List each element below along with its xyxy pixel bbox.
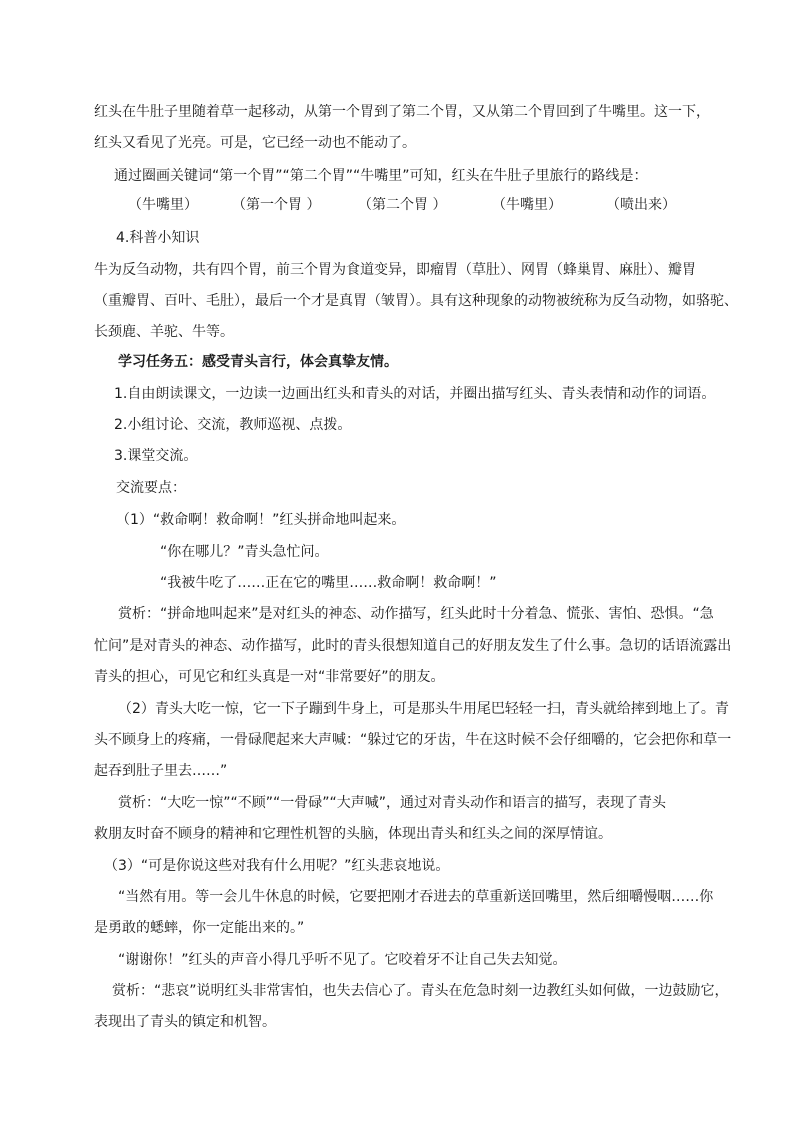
task-heading: 学习任务五：感受青头言行，体会真挚友情。 bbox=[118, 354, 398, 370]
quote-line: 是勇敢的蟋蟀，你一定能出来的。” bbox=[94, 920, 305, 936]
quote-line: （3）“可是你说这些对我有什么用呢？”红头悲哀地说。 bbox=[104, 858, 450, 874]
paragraph-line: 牛为反刍动物，共有四个胃，前三个胃为食道变异，即瘤胃（草肚）、网胃（蜂巢胃、麻肚）、瓣胃 bbox=[94, 262, 696, 278]
quote-line: 起吞到肚子里去……” bbox=[94, 763, 228, 779]
step-item: 3.课堂交流。 bbox=[114, 448, 198, 464]
quote-line: “我被牛吃了……正在它的嘴里……救命啊！救命啊！” bbox=[160, 575, 497, 591]
route-step: （牛嘴里） bbox=[492, 197, 562, 213]
analysis-line: 青头的担心，可见它和红头真是一对“非常要好”的朋友。 bbox=[94, 669, 445, 685]
section-heading: 4.科普小知识 bbox=[116, 230, 200, 246]
quote-line: （1）“救命啊！救命啊！”红头拼命地叫起来。 bbox=[116, 512, 406, 528]
quote-line: “你在哪儿？”青头急忙问。 bbox=[160, 544, 329, 560]
analysis-line: 赏析：“悲哀”说明红头非常害怕，也失去信心了。青头在危急时刻一边教红头如何做，一边鼓励它， bbox=[112, 983, 729, 999]
step-item: 2.小组讨论、交流，教师巡视、点拨。 bbox=[114, 417, 352, 433]
analysis-line: 表现出了青头的镇定和机智。 bbox=[94, 1014, 276, 1030]
paragraph-line: 红头又看见了光亮。可是，它已经一动也不能动了。 bbox=[94, 135, 416, 151]
paragraph-line: 通过圈画关键词“第一个胃”“第二个胃”“牛嘴里”可知，红头在牛肚子里旅行的路线是： bbox=[114, 168, 648, 184]
quote-line: 头不顾身上的疼痛，一骨碌爬起来大声喊：“躲过它的牙齿，牛在这时候不会仔细嚼的，它会把你和草一 bbox=[94, 732, 732, 748]
quote-line: （2）青头大吃一惊，它一下子蹦到牛身上，可是那头牛用尾巴轻轻一扫，青头就给摔到地上了。青 bbox=[118, 701, 729, 717]
quote-line: “当然有用。等一会儿牛休息的时候，它要把刚才吞进去的草重新送回嘴里，然后细嚼慢咽……你 bbox=[118, 889, 714, 905]
paragraph-line: 长颈鹿、羊驼、牛等。 bbox=[94, 324, 234, 340]
route-step: （牛嘴里） bbox=[128, 197, 198, 213]
paragraph-line: （重瓣胃、百叶、毛肚），最后一个才是真胃（皱胃）。具有这种现象的动物被统称为反刍动物，如骆驼、 bbox=[94, 293, 738, 309]
route-step: （喷出来） bbox=[606, 197, 676, 213]
analysis-line: 赏析：“拼命地叫起来”是对红头的神态、动作描写，红头此时十分着急、慌张、害怕、恐惧。“急 bbox=[118, 606, 714, 622]
quote-line: “谢谢你！”红头的声音小得几乎听不见了。它咬着牙不让自己失去知觉。 bbox=[118, 952, 567, 968]
analysis-line: 忙问”是对青头的神态、动作描写，此时的青头很想知道自己的好朋友发生了什么事。急切的话语流露出 bbox=[94, 638, 732, 654]
step-item: 1.自由朗读课文，一边读一边画出红头和青头的对话，并圈出描写红头、青头表情和动作的词语。 bbox=[114, 386, 716, 402]
points-label: 交流要点： bbox=[116, 480, 186, 496]
paragraph-line: 红头在牛肚子里随着草一起移动，从第一个胃到了第二个胃，又从第二个胃回到了牛嘴里。这一下， bbox=[94, 104, 710, 120]
route-step: （第一个胃 ） bbox=[232, 197, 321, 213]
route-step: （第二个胃 ） bbox=[358, 197, 447, 213]
analysis-line: 救朋友时奋不顾身的精神和它理性机智的头脑，体现出青头和红头之间的深厚情谊。 bbox=[94, 826, 612, 842]
analysis-line: 赏析：“大吃一惊”“不顾”“一骨碌”“大声喊”，通过对青头动作和语言的描写，表现了青头 bbox=[118, 795, 667, 811]
